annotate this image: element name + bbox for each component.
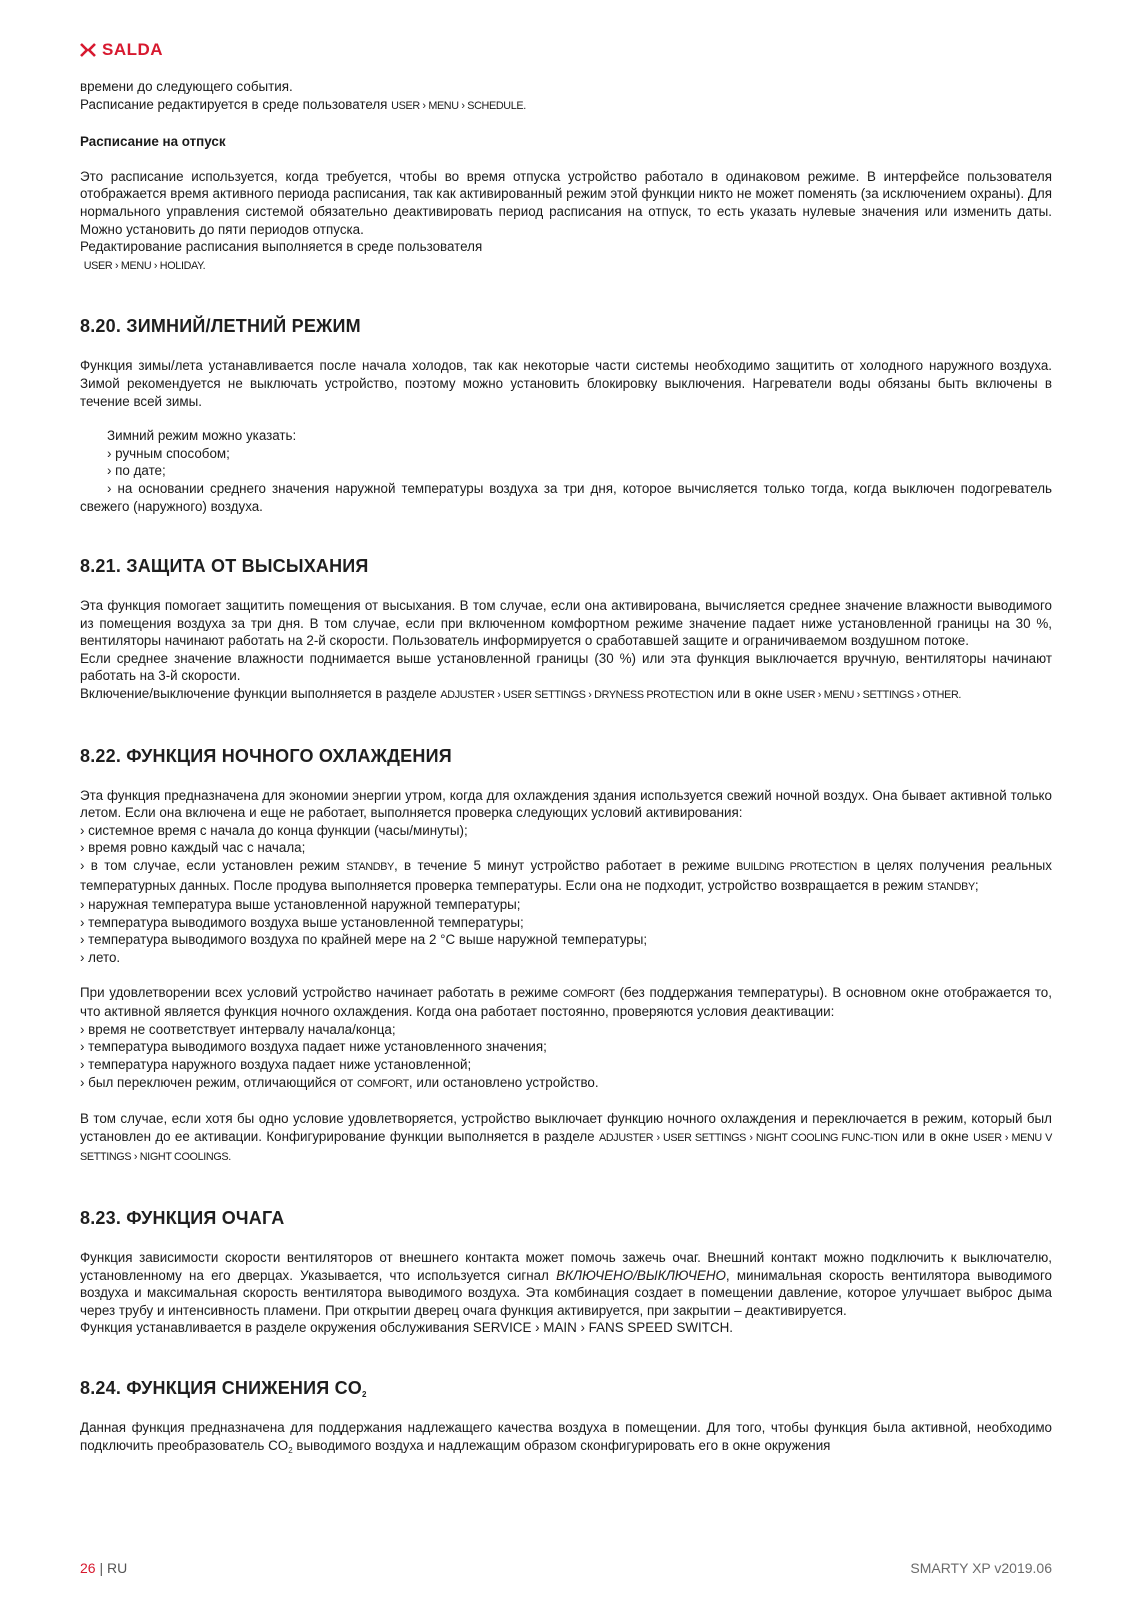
paragraph: Функция зависимости скорости вентиляторов от внешнего контакта может помочь зажечь очаг. Внешний контакт можно подключить к выключателю, установленному на его дверцах. Указывается, что используется сигнал ВКЛЮЧЕНО/ВЫКЛЮЧЕНО, минимальная скорость вентилятора выводимого воздуха и максимальная скорость вентилятора выводимого воздуха. Эта комбинация создает в помещении давление, которое улучшает выброс дыма через трубу и интенсивность пламени. При открытии дверец очага функция активируется, при закрытии – деактивируется. (80, 1249, 1052, 1318)
paragraph: Включение/выключение функции выполняется в разделе ADJUSTER › USER SETTINGS › DRYNESS PROTECTION или в окне USER › MENU › SETTINGS › OTHER. (80, 686, 962, 702)
list-item: › время ровно каждый час с начала; (80, 840, 306, 856)
section-heading: 8.22. ФУНКЦИЯ НОЧНОГО ОХЛАЖДЕНИЯ (80, 745, 452, 766)
section-heading: 8.20. ЗИМНИЙ/ЛЕТНИЙ РЕЖИМ (80, 316, 361, 337)
paragraph: Эта функция предназначена для экономии энергии утром, когда для охлаждения здания используется свежий ночной воздух. Она бывает активной только летом. Если она включена и еще не работает, выполняется проверка следующих условий активирования: (80, 787, 1052, 821)
language-code: | RU (95, 1560, 128, 1576)
list-item: › время не соответствует интервалу начала/конца; (80, 1021, 396, 1037)
menu-path: USER › MENU › HOLIDAY. (83, 259, 206, 272)
paragraph: Данная функция предназначена для поддержания надлежащего качества воздуха в помещении. Для того, чтобы функция была активной, необходимо подключить преобразователь $CO_2$ выводимого воздуха и надлежащим образом сконфигурировать его в окне окружения (80, 1419, 1052, 1455)
brand-logo (80, 40, 163, 60)
list-item: › наружная температура выше установленной наружной температуры; (80, 897, 521, 913)
list-item: › был переключен режим, отличающийся от COMFORT, или остановлено устройство. (80, 1074, 599, 1090)
paragraph: Функция зимы/лета устанавливается после начала холодов, так как некоторые части системы необходимо защитить от холодного наружного воздуха. Зимой рекомендуется не выключать устройство, поэтому можно установить блокировку выключения. Нагреватели воды обязаны быть включены в течение всей зимы. (80, 358, 1052, 409)
subsection-title: Расписание на отпуск (80, 134, 226, 150)
list-item: › температура наружного воздуха падает ниже установленной; (80, 1056, 472, 1072)
paragraph: Зимний режим можно указать: (107, 428, 297, 444)
logo-text: SALDA (102, 40, 164, 59)
document-body (80, 78, 1052, 1454)
list-item: › системное время с начала до конца функции (часы/минуты); (80, 822, 468, 838)
section-heading: 8.24. ФУНКЦИЯ СНИЖЕНИЯ $CO_2$ (80, 1377, 367, 1399)
paragraph: Это расписание используется, когда требуется, чтобы во время отпуска устройство работало в одинаковом режиме. В интерфейсе пользователя отображается время активного периода расписания, так как активированный режим этой функции никто не может поменять (за исключением охраны). Для нормального управления системой обязательно деактивировать период расписания на отпуск, то есть указать нулевые значения или изменить даты. Можно установить до пяти периодов отпуска. (80, 168, 1052, 237)
list-item: › ручным способом; (107, 445, 230, 461)
document-version: SMARTY XP v2019.06 (910, 1560, 1052, 1576)
list-item: › лето. (80, 950, 121, 965)
page-number: 26 (80, 1560, 96, 1576)
paragraph: Функция устанавливается в разделе окружения обслуживания SERVICE › MAIN › FANS SPEED SWITCH. (80, 1320, 734, 1336)
paragraph: времени до следующего события. (80, 79, 293, 94)
list-item: › температура выводимого воздуха по крайней мере на 2 °C выше наружной температуры; (80, 932, 648, 948)
paragraph: Если среднее значение влажности поднимается выше установленной границы (30 %) или эта функция выключается вручную, вентиляторы начинают работать на 3-й скорости. (80, 650, 1052, 684)
list-item: › на основании среднего значения наружной температуры воздуха за три дня, которое вычисляется только тогда, когда выключен подогреватель свежего (наружного) воздуха. (80, 480, 1052, 514)
paragraph: В том случае, если хотя бы одно условие удовлетворяется, устройство выключает функцию ночного охлаждения и переключается в режим, который был установлен до ее активации. Конфигурирование функции выполняется в разделе ADJUSTER › USER SETTINGS › NIGHT COOLING FUNC-TION или в окне USER › MENU V SETTINGS › NIGHT COOLINGS. (80, 1111, 1052, 1164)
list-item: › температура выводимого воздуха выше установленной температуры; (80, 914, 524, 930)
paragraph: Эта функция помогает защитить помещения от высыхания. В том случае, если она активирована, вычисляется среднее значение влажности выводимого из помещения воздуха за три дня. В том случае, если при включенном комфортном режиме значение падает ниже установленной границы на 30 %, вентиляторы начинают работать на 2-й скорости. Пользователь информируется о сработавшей защите и ограничиваемом воздушном потоке. (80, 598, 1052, 649)
page-footer (80, 1559, 1052, 1577)
paragraph: Редактирование расписания выполняется в среде пользователя (80, 239, 483, 255)
section-heading: 8.21. ЗАЩИТА ОТ ВЫСЫХАНИЯ (80, 556, 369, 577)
salda-logo-icon (80, 43, 96, 57)
list-item: › по дате; (107, 463, 166, 479)
section-heading: 8.23. ФУНКЦИЯ ОЧАГА (80, 1207, 285, 1228)
list-item: › температура выводимого воздуха падает ниже установленного значения; (80, 1039, 547, 1055)
paragraph: При удовлетворении всех условий устройство начинает работать в режиме COMFORT (без поддержания температуры). В основном окне отображается то, что активной является функция ночного охлаждения. Когда она работает постоянно, проверяются условия деактивации: (80, 984, 1052, 1020)
paragraph: Расписание редактируется в среде пользователя USER › MENU › SCHEDULE. (80, 96, 526, 112)
list-item: › в том случае, если установлен режим STANDBY, в течение 5 минут устройство работает в режиме BUILDING PROTECTION в целях получения реальных температурных данных. После продува выполняется проверка температуры. Если она не подходит, устройство возвращается в режим STANDBY; (80, 858, 1052, 893)
